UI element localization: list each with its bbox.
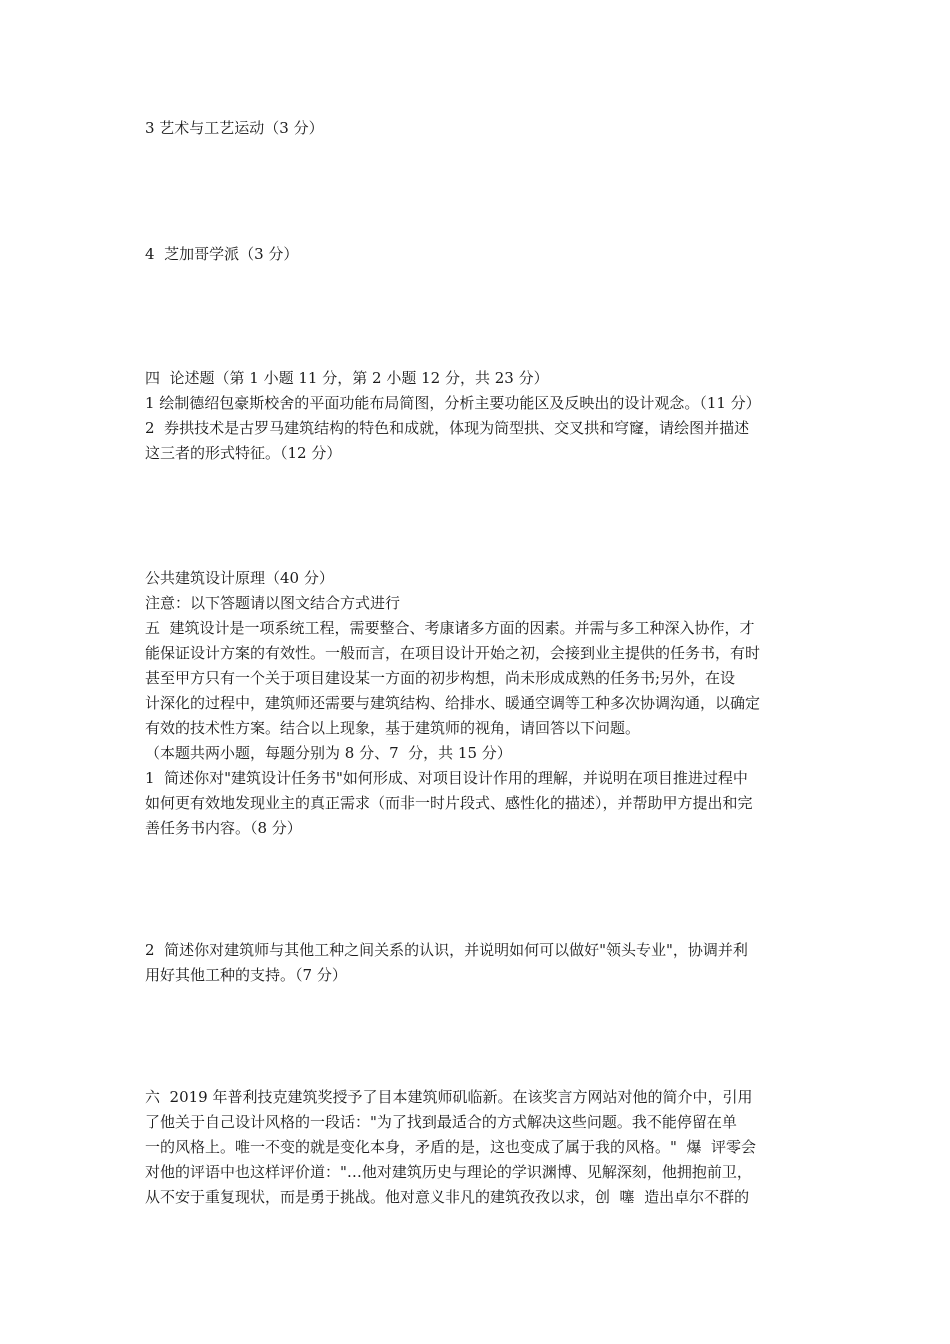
question-5-1-line: 善任务书内容。（8 分） xyxy=(145,819,302,837)
section-note: 注意：以下答题请以图文结合方式进行 xyxy=(145,594,401,612)
question-5-intro-line: 能保证设计方案的有效性。一般而言，在项目设计开始之初，会接到业主提供的任务书，有时 xyxy=(145,644,761,662)
question-5-intro-line: 甚至甲方只有一个关于项目建设某一方面的初步构想，尚未形成成熟的任务书;另外，在设 xyxy=(145,669,736,687)
question-5-2-line: 2 简述你对建筑师与其他工种之间关系的认识，并说明如何可以做好"领头专业"，协调并利 xyxy=(145,941,748,959)
question-5-2-line: 用好其他工种的支持。（7 分） xyxy=(145,966,347,984)
section-title: 公共建筑设计原理（40 分） xyxy=(145,569,334,587)
question-3-arts-and-crafts: 3 艺术与工艺运动（3 分） xyxy=(145,119,324,137)
question-5-2 xyxy=(145,938,809,988)
question-6-line: 从不安于重复现状，而是勇于挑战。他对意义非凡的建筑孜孜以求，创 噻 造出卓尔不群的 xyxy=(145,1188,750,1206)
question-5-score-note: （本题共两小题，每题分别为 8 分、7 分，共 15 分） xyxy=(145,744,512,762)
question-6-line: 六 2019 年普利技克建筑奖授予了目本建筑师矶临新。在该奖言方网站对他的简介中，引用 xyxy=(145,1088,753,1106)
question-5-1-line: 如何更有效地发现业主的真正需求（而非一时片段式、感性化的描述），并帮助甲方提出和完 xyxy=(145,794,753,812)
essay-section xyxy=(145,366,809,466)
public-building-design-section xyxy=(145,566,809,841)
question-6-line: 一的风格上。唯一不变的就是变化本身，矛盾的是，这也变成了属于我的风格。" 爆 评零会 xyxy=(145,1138,756,1156)
question-6-line: 对他的评语中也这样评价道："…他对建筑历史与理论的学识渊博、见解深刻，他拥抱前卫， xyxy=(145,1163,752,1181)
question-5-intro-line: 五 建筑设计是一项系统工程，需要整合、考康诸多方面的因素。并需与多工种深入协作，才 xyxy=(145,619,755,637)
essay-question-2-line-1: 2 券拱技术是古罗马建筑结构的特色和成就，体现为筒型拱、交叉拱和穹窿，请绘图并描述 xyxy=(145,419,750,437)
question-5-intro-line: 有效的技术性方案。结合以上现象，基于建筑师的视角，请回答以下问题。 xyxy=(145,719,641,737)
question-5-intro-line: 计深化的过程中，建筑师还需要与建筑结构、给排水、暖通空调等工种多次协调沟通，以确定 xyxy=(145,694,761,712)
question-6-line: 了他关于自己设计风格的一段话："为了找到最适合的方式解决这些问题。我不能停留在单 xyxy=(145,1113,737,1131)
essay-question-1: 1 绘制德绍包豪斯校舍的平面功能布局简图，分析主要功能区及反映出的设计观念。（11 分） xyxy=(145,394,761,412)
question-6 xyxy=(145,1085,809,1210)
essay-section-heading: 四 论述题（第 1 小题 11 分，第 2 小题 12 分，共 23 分） xyxy=(145,369,549,387)
question-5-1-line: 1 简述你对"建筑设计任务书"如何形成、对项目设计作用的理解，并说明在项目推进过程中 xyxy=(145,769,748,787)
question-4-chicago-school: 4 芝加哥学派（3 分） xyxy=(145,245,299,263)
essay-question-2-line-2: 这三者的形式特征。（12 分） xyxy=(145,444,342,462)
